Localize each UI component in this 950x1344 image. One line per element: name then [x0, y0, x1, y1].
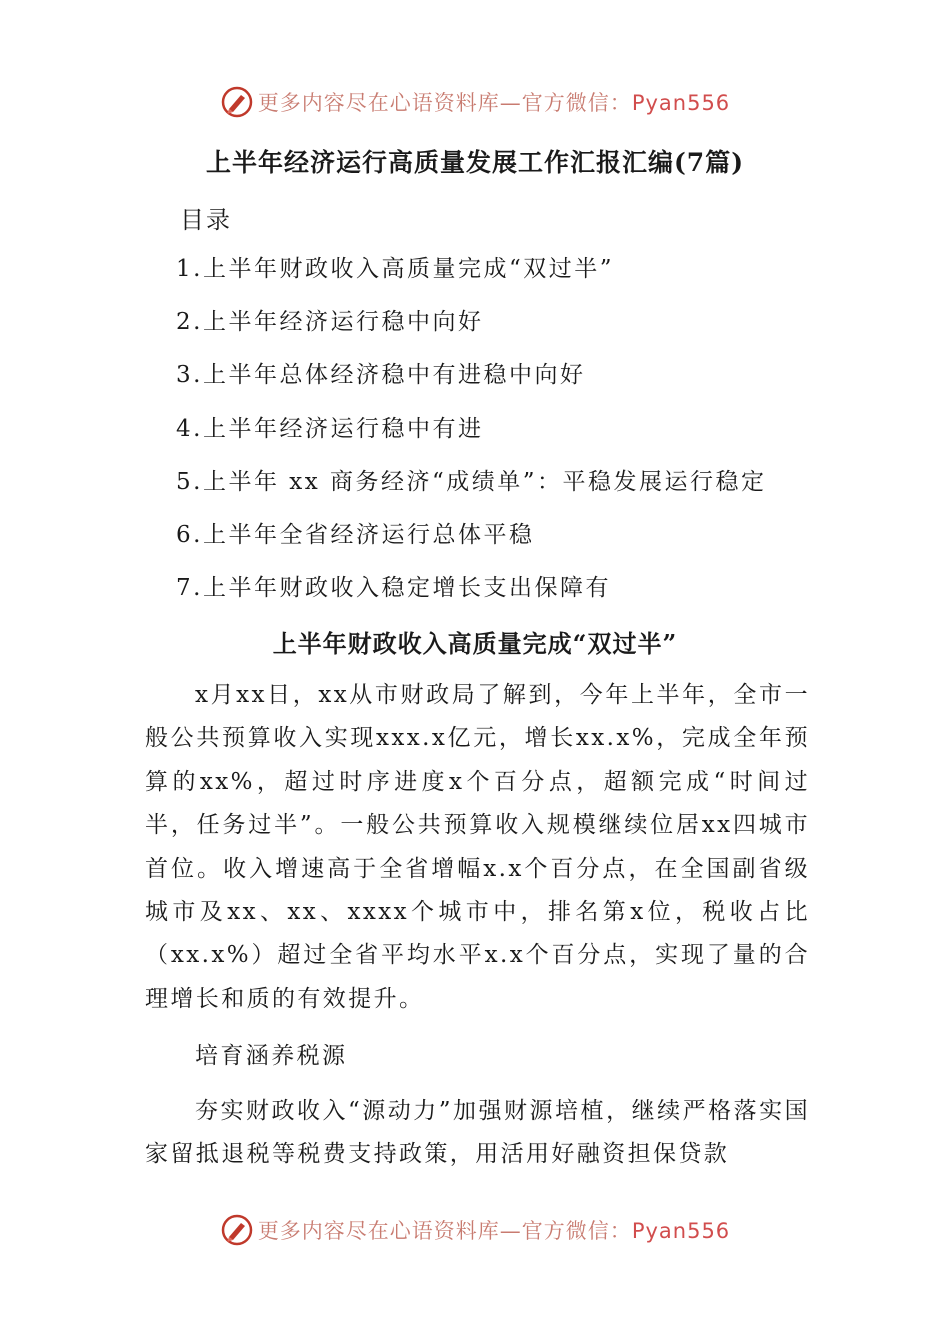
wechat-id: Pyan556 [631, 1219, 731, 1243]
section-title: 上半年财政收入高质量完成“双过半” [272, 629, 678, 658]
toc-item: 5.上半年 xx 商务经济“成绩单”：平稳发展运行稳定 [176, 468, 767, 495]
wechat-id: Pyan556 [631, 91, 731, 115]
toc-item: 7.上半年财政收入稳定增长支出保障有 [176, 575, 611, 602]
body-paragraph: 夯实财政收入“源动力”加强财源培植，继续严格落实国家留抵退税等税费支持政策，用活用好融资担保贷款 [145, 1098, 810, 1168]
toc-item: 4.上半年经济运行稳中有进 [176, 415, 484, 442]
watermark-text: 更多内容尽在心语资料库—官方微信：Pyan556 [257, 1219, 731, 1243]
subheading: 培育涵养税源 [195, 1043, 348, 1069]
body-paragraph: x月xx日，xx从市财政局了解到，今年上半年，全市一般公共预算收入实现xxx.x亿元，增长xx.x%，完成全年预算的xx%，超过时序进度x个百分点，超额完成“时间过半，任务过半”。一般公共预算收入规模继续位居xx四城市首位。收入增速高于全省增幅x.x个百分点，在全国副省级城市及xx、xx、xxxx个城市中，排名第x位，税收占比（xx.x%）超过全省平均水平x.x个百分点，实现了量的合理增长和质的有效提升。 [145, 682, 810, 1012]
toc-item: 1.上半年财政收入高质量完成“双过半” [176, 256, 614, 282]
toc-item: 3.上半年总体经济稳中有进稳中向好 [176, 362, 586, 389]
watermark-banner-top [0, 82, 950, 122]
toc-heading: 目录 [180, 206, 232, 234]
toc-item: 6.上半年全省经济运行总体平稳 [176, 521, 535, 548]
pen-logo-icon [220, 1213, 254, 1247]
watermark-banner-bottom [0, 1210, 950, 1250]
watermark-text: 更多内容尽在心语资料库—官方微信：Pyan556 [257, 91, 731, 115]
document-title: 上半年经济运行高质量发展工作汇报汇编(7篇) [205, 148, 745, 177]
table-of-contents [176, 250, 767, 622]
toc-item: 2.上半年经济运行稳中向好 [176, 309, 484, 336]
pen-logo-icon [220, 85, 254, 119]
